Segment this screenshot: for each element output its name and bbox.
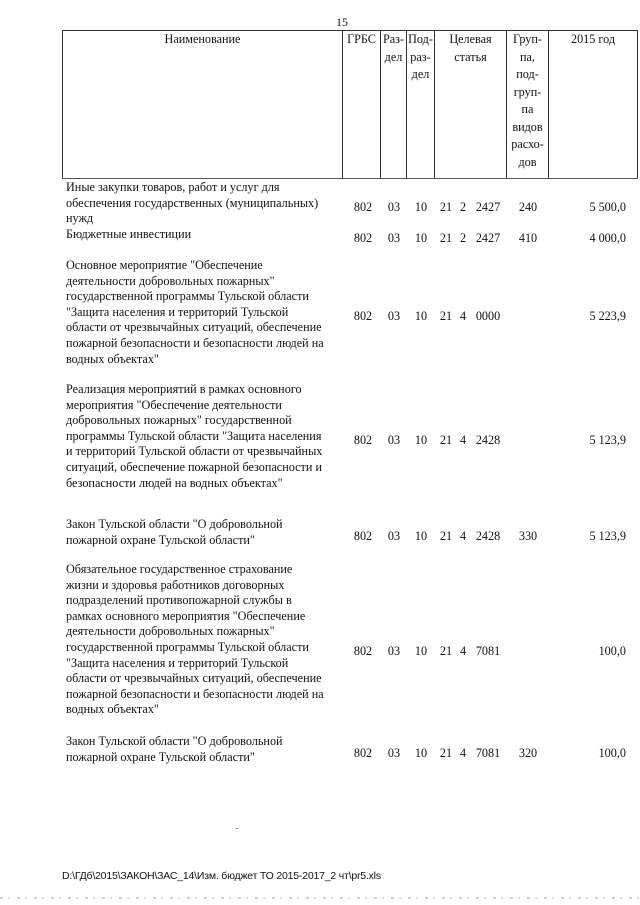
cell-sum-2015: 100,0 — [598, 746, 626, 760]
cell-sum-2015: 4 000,0 — [589, 231, 626, 245]
cell-grbs: 802 — [353, 231, 373, 245]
header-year: 2015 год — [570, 32, 616, 46]
cell-sum-2015: 5 123,9 — [589, 433, 626, 447]
header-gruppa-vidov: Груп- па, под- груп- па видов расхо- дов — [511, 32, 544, 169]
header-bottom-border — [62, 178, 638, 179]
cell-celevaya-part2: 2 — [459, 231, 467, 245]
cell-grbs: 802 — [353, 746, 373, 760]
header-name: Наименование — [164, 32, 241, 46]
header-grbs: ГРБС — [347, 32, 376, 46]
cell-podrazdel: 10 — [414, 309, 428, 323]
cell-grbs: 802 — [353, 200, 373, 214]
cell-celevaya-part1: 21 — [439, 231, 453, 245]
cell-razdel: 03 — [387, 200, 401, 214]
cell-grbs: 802 — [353, 644, 373, 658]
cell-podrazdel: 10 — [414, 529, 428, 543]
cell-celevaya-part1: 21 — [439, 529, 453, 543]
cell-vid-rashodov: 320 — [518, 746, 538, 760]
cell-razdel: 03 — [387, 231, 401, 245]
cell-celevaya-part1: 21 — [439, 433, 453, 447]
cell-celevaya-part3: 2427 — [475, 231, 501, 245]
file-path-footer: D:\ГДб\2015\ЗАКОН\ЗАС_14\Изм. бюджет ТО 2015-2017_2 чт\pr5.xls — [62, 870, 381, 882]
col-border — [342, 30, 343, 178]
cell-celevaya-part3: 2428 — [475, 529, 501, 543]
header-podrazdel: Под- раз- дел — [408, 32, 433, 81]
row-name: Реализация мероприятий в рамках основного мероприятия "Обеспечение деятельности добровольных пожарных" государственной программы Тульской области "Защита населения и территорий Тульской области от чрезвычайных ситуаций, обеспечение пожарной безопасности и безопасности людей на водных объектах" — [66, 382, 323, 490]
cell-celevaya-part1: 21 — [439, 200, 453, 214]
cell-celevaya-part3: 7081 — [475, 746, 501, 760]
cell-celevaya-part3: 2428 — [475, 433, 501, 447]
cell-grbs: 802 — [353, 529, 373, 543]
cell-razdel: 03 — [387, 309, 401, 323]
col-border — [548, 30, 549, 178]
cell-razdel: 03 — [387, 644, 401, 658]
row-name: Иные закупки товаров, работ и услуг для обеспечения государственных (муниципальных) нужд — [66, 180, 319, 226]
cell-razdel: 03 — [387, 529, 401, 543]
cell-podrazdel: 10 — [414, 200, 428, 214]
cell-sum-2015: 100,0 — [598, 644, 626, 658]
row-name: Закон Тульской области "О добровольной пожарной охране Тульской области" — [66, 734, 283, 764]
cell-razdel: 03 — [387, 433, 401, 447]
cell-celevaya-part2: 4 — [459, 309, 467, 323]
cell-celevaya-part3: 2427 — [475, 200, 501, 214]
row-name: Основное мероприятие "Обеспечение деятельности добровольных пожарных" государственной программы Тульской области "Защита населения и территорий Тульской области от чрезвычайных ситуаций, обеспечение пожарной безопасности и безопасности людей на водных объектах" — [66, 258, 324, 366]
header-razdel: Раз- дел — [382, 32, 405, 64]
cell-sum-2015: 5 223,9 — [589, 309, 626, 323]
scan-speck — [236, 828, 238, 829]
cell-podrazdel: 10 — [414, 231, 428, 245]
col-border — [637, 30, 638, 178]
header-celevaya-statya: Целевая статья — [449, 32, 492, 64]
cell-podrazdel: 10 — [414, 644, 428, 658]
cell-grbs: 802 — [353, 433, 373, 447]
col-border — [62, 30, 63, 178]
cell-celevaya-part2: 4 — [459, 644, 467, 658]
cell-sum-2015: 5 500,0 — [589, 200, 626, 214]
row-name: Закон Тульской области "О добровольной пожарной охране Тульской области" — [66, 517, 283, 547]
cell-grbs: 802 — [353, 309, 373, 323]
cell-podrazdel: 10 — [414, 433, 428, 447]
cell-razdel: 03 — [387, 746, 401, 760]
cell-celevaya-part3: 7081 — [475, 644, 501, 658]
row-name: Бюджетные инвестиции — [66, 227, 192, 241]
cell-vid-rashodov: 240 — [518, 200, 538, 214]
page-number: 15 — [336, 15, 348, 29]
cell-celevaya-part3: 0000 — [475, 309, 501, 323]
cell-celevaya-part1: 21 — [439, 644, 453, 658]
cell-celevaya-part2: 4 — [459, 529, 467, 543]
cell-vid-rashodov: 330 — [518, 529, 538, 543]
cell-celevaya-part1: 21 — [439, 746, 453, 760]
cell-podrazdel: 10 — [414, 746, 428, 760]
cell-vid-rashodov: 410 — [518, 231, 538, 245]
cell-sum-2015: 5 123,9 — [589, 529, 626, 543]
scan-edge-noise — [0, 897, 640, 899]
row-name: Обязательное государственное страхование жизни и здоровья работников договорных подразделений противопожарной службы в рамках основного мероприятия "Обеспечение деятельности добровольных пожарных" государственной программы Тульской области "Защита населения и территорий Тульской области от чрезвычайных ситуаций, обеспечение пожарной безопасности и безопасности людей на водных объектах" — [66, 562, 324, 717]
cell-celevaya-part1: 21 — [439, 309, 453, 323]
cell-celevaya-part2: 4 — [459, 746, 467, 760]
cell-celevaya-part2: 2 — [459, 200, 467, 214]
cell-celevaya-part2: 4 — [459, 433, 467, 447]
